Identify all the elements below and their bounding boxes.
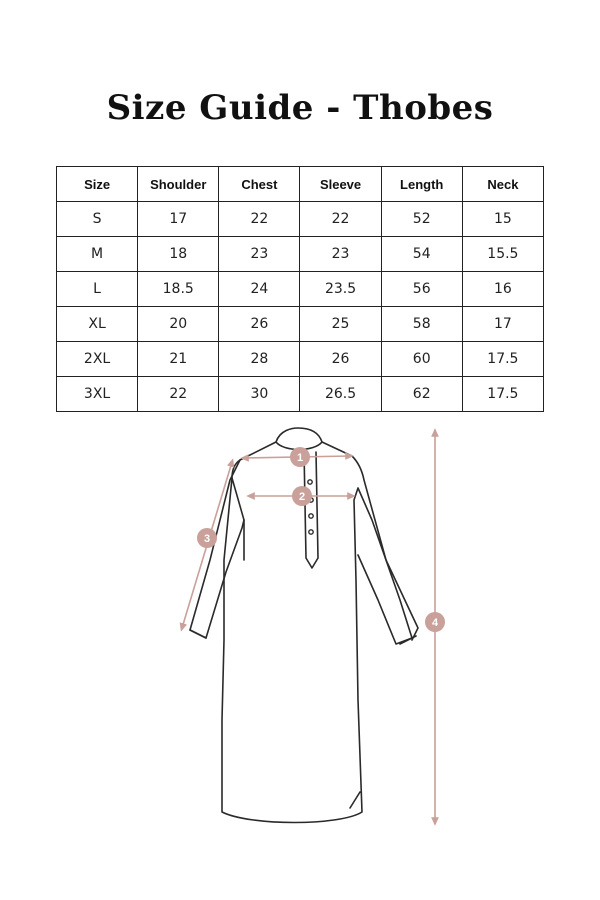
table-cell: 23	[300, 237, 381, 272]
table-cell: 22	[300, 202, 381, 237]
table-cell: 54	[381, 237, 462, 272]
table-cell: 17.5	[462, 377, 543, 412]
table-cell: 62	[381, 377, 462, 412]
table-cell: 22	[219, 202, 300, 237]
table-cell: 15	[462, 202, 543, 237]
page-title: Size Guide - Thobes	[106, 88, 494, 128]
table-cell: 60	[381, 342, 462, 377]
placket-buttons	[308, 480, 313, 534]
svg-text:3: 3	[203, 533, 211, 545]
svg-text:1: 1	[296, 452, 304, 464]
marker-2	[292, 486, 312, 506]
table-cell: 21	[138, 342, 219, 377]
marker-4	[425, 612, 445, 632]
header-neck: Neck	[462, 167, 543, 202]
table-cell: 20	[138, 307, 219, 342]
table-cell: 16	[462, 272, 543, 307]
table-cell: 23.5	[300, 272, 381, 307]
table-cell: 26	[219, 307, 300, 342]
table-cell: 18.5	[138, 272, 219, 307]
header-sleeve: Sleeve	[300, 167, 381, 202]
table-cell: 17	[462, 307, 543, 342]
table-cell: 52	[381, 202, 462, 237]
table-cell: 26	[300, 342, 381, 377]
table-cell: 2XL	[57, 342, 138, 377]
table-cell: L	[57, 272, 138, 307]
table-cell: 22	[138, 377, 219, 412]
table-cell: 15.5	[462, 237, 543, 272]
table-cell: 28	[219, 342, 300, 377]
svg-text:2: 2	[298, 491, 306, 503]
marker-3	[197, 528, 217, 548]
table-cell: 24	[219, 272, 300, 307]
header-size: Size	[57, 167, 138, 202]
table-cell: 3XL	[57, 377, 138, 412]
marker-1	[290, 447, 310, 467]
table-cell: 17	[138, 202, 219, 237]
table-cell: S	[57, 202, 138, 237]
table-cell: 17.5	[462, 342, 543, 377]
table-cell: 56	[381, 272, 462, 307]
table-cell: 26.5	[300, 377, 381, 412]
table-cell: XL	[57, 307, 138, 342]
header-shoulder: Shoulder	[138, 167, 219, 202]
table-cell: 30	[219, 377, 300, 412]
table-cell: 23	[219, 237, 300, 272]
svg-text:4: 4	[431, 617, 439, 629]
table-cell: 25	[300, 307, 381, 342]
header-length: Length	[381, 167, 462, 202]
header-chest: Chest	[219, 167, 300, 202]
table-cell: M	[57, 237, 138, 272]
table-cell: 58	[381, 307, 462, 342]
table-cell: 18	[138, 237, 219, 272]
